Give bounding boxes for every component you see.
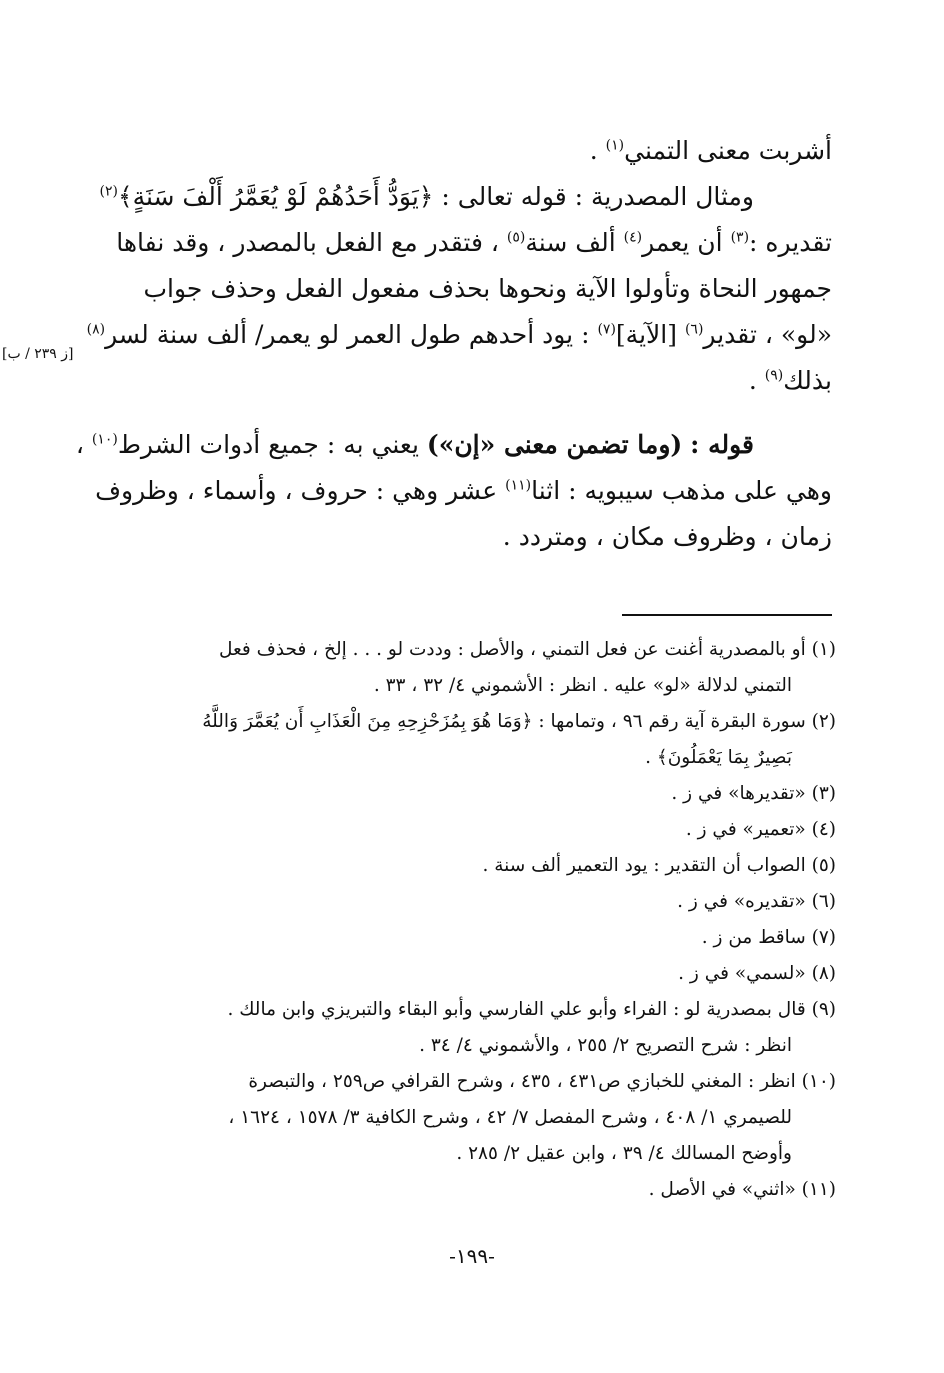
footnote-ref-3[interactable]: (٣) [730,229,750,246]
footnote-ref-5[interactable]: (٥) [506,229,526,246]
footnote-7: (٧) ساقط من ز . [701,927,836,948]
text-line-9: زمان ، وظروف مكان ، ومتردد . [502,522,832,551]
footnote-ref-7[interactable]: (٧) [597,321,616,338]
main-text [75,128,832,560]
manuscript-margin-note: [ز ٢٣٩ / ب] [2,346,74,362]
footnote-1-cont: التمني لدلالة «لو» عليه . انظر : الأشموني ٤/ ٣٢ ، ٣٣ . [373,675,792,696]
text-line-5: «لو» ، تقدير$^{(٦)}$ [الآية]$^{(٧)}$ : يود أحدهم طول العمر لو يعمر/ ألف سنة لسر$^{(٨)}$ [86,320,832,349]
footnote-4: (٤) «تعمير» في ز . [685,819,836,840]
footnote-5: (٥) الصواب أن التقدير : يود التعمير ألف سنة . [482,855,836,876]
footnote-ref-4[interactable]: (٤) [623,229,643,246]
footnote-6: (٦) «تقديره» في ز . [677,891,836,912]
footnote-11: (١١) «اثني» في الأصل . [648,1179,836,1200]
footnote-3: (٣) «تقديرها» في ز . [671,783,836,804]
text-line-4: جمهور النحاة وتأولوا الآية ونحوها بحذف مفعول الفعل وحذف جواب [143,274,832,303]
footnote-ref-2[interactable]: (٢) [99,183,118,200]
footnote-2: (٢) سورة البقرة آية رقم ٩٦ ، وتمامها : ﴿وَمَا هُوَ بِمُزَحْزِحِهِ مِنَ الْعَذَابِ أَن يُعَمَّرَ وَاللَّهُ [202,711,836,732]
text-line-6: بذلك$^{(٩)}$ . [748,366,832,395]
footnote-2-cont: بَصِيرٌ بِمَا يَعْمَلُونَ﴾ . [645,747,792,768]
footnote-8: (٨) «لسمي» في ز . [678,963,836,984]
footnote-9-cont: انظر : شرح التصريح ٢/ ٢٥٥ ، والأشموني ٤/ ٣٤ . [419,1035,792,1056]
footnote-ref-8[interactable]: (٨) [86,321,106,338]
footnote-ref-1[interactable]: (١) [605,137,625,154]
footnote-ref-9[interactable]: (٩) [764,367,784,384]
text-line-1: أشربت معنى التمني$^{(١)}$ . [589,136,832,165]
text-line-2: ومثال المصدرية : قوله تعالى : ﴿يَوَدُّ أَحَدُهُمْ لَوْ يُعَمَّرُ أَلْفَ سَنَةٍ﴾$^{(٢)}$ [99,182,754,211]
footnote-9: (٩) قال بمصدرية لو : الفراء وأبو علي الفارسي وأبو البقاء والتبريزي وابن مالك . [227,999,836,1020]
text-line-3: تقديره :$^{(٣)}$ أن يعمر$^{(٤)}$ ألف سنة$^{(٥)}$ ، فتقدر مع الفعل بالمصدر ، وقد نفاها [116,228,832,257]
footnote-10: (١٠) انظر : المغني للخبازي ص٤٣١ ، ٤٣٥ ، وشرح القرافي ص٢٥٩ ، والتبصرة [248,1071,836,1092]
text-line-8: وهي على مذهب سيبويه : اثنا$^{(١١)}$ عشر وهي : حروف ، وأسماء ، وظروف [95,476,832,505]
footnote-1: (١) أو بالمصدرية أغنت عن فعل التمني ، والأصل : وددت لو . . . إلخ ، فحذف فعل [218,639,836,660]
page-number: -١٩٩- [449,1244,495,1268]
footnote-ref-11[interactable]: (١١) [505,477,532,494]
footnotes [130,632,836,1208]
footnote-10-cont-1: للصيمري ١/ ٤٠٨ ، وشرح المفصل ٧/ ٤٢ ، وشرح الكافية ٣/ ١٥٧٨ ، ١٦٢٤ ، [228,1107,792,1128]
text-line-7: قوله : (وما تضمن معنى «إن») يعني به : جميع أدوات الشرط$^{(١٠)}$ ، [75,430,754,459]
footnote-10-cont-2: وأوضح المسالك ٤/ ٣٩ ، وابن عقيل ٢/ ٢٨٥ . [456,1143,792,1164]
footnote-separator [622,614,832,616]
footnote-ref-10[interactable]: (١٠) [91,431,118,448]
footnote-ref-6[interactable]: (٦) [684,321,704,338]
